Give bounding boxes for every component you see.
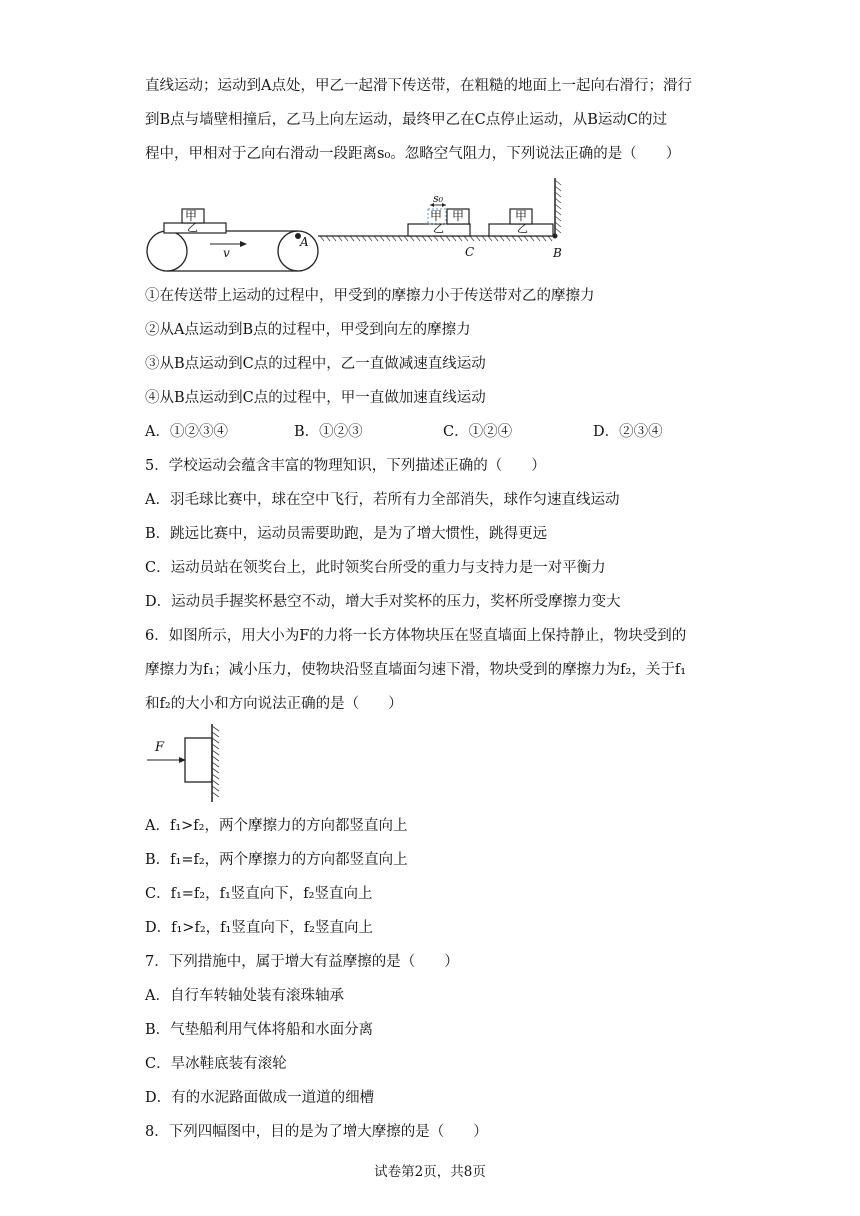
q5-option-d[interactable]: D．运动员手握奖杯悬空不动，增大手对奖杯的压力，奖杯所受摩擦力变大	[145, 594, 621, 610]
fig-label-yi-1: 乙	[187, 221, 198, 234]
q4-line-3: 程中，甲相对于乙向右滑动一段距离s₀。忽略空气阻力，下列说法正确的是（ ）	[145, 146, 681, 162]
q4-statement-3: ③从B点运动到C点的过程中，乙一直做减速直线运动	[145, 356, 486, 372]
fig-label-yi-3: 乙	[517, 222, 528, 235]
q7-option-b[interactable]: B．气垫船利用气体将船和水面分离	[145, 1022, 374, 1038]
fig-label-jia-2: 甲	[452, 209, 465, 223]
q4-statement-4: ④从B点运动到C点的过程中，甲一直做加速直线运动	[145, 390, 486, 406]
q4-option-c[interactable]: C．①②④	[443, 424, 513, 440]
q7-option-d[interactable]: D．有的水泥路面做成一道道的细槽	[145, 1090, 375, 1106]
q6-option-b[interactable]: B．f₁=f₂，两个摩擦力的方向都竖直向上	[145, 852, 408, 868]
q4-statement-1: ①在传送带上运动的过程中，甲受到的摩擦力小于传送带对乙的摩擦力	[145, 288, 595, 304]
q7-option-c[interactable]: C．旱冰鞋底装有滚轮	[145, 1056, 287, 1072]
fig-label-v: v	[223, 246, 230, 260]
q8-stem: 8．下列四幅图中，目的是为了增大摩擦的是（ ）	[145, 1124, 488, 1140]
fig-label-jia-2a: 甲	[430, 209, 443, 223]
q4-line-2: 到B点与墙壁相撞后，乙马上向左运动，最终甲乙在C点停止运动，从B运动C的过	[145, 112, 667, 128]
q4-option-b[interactable]: B．①②③	[294, 424, 363, 440]
fig-label-B: B	[553, 246, 562, 260]
q6-line-1: 6．如图所示，用大小为F的力将一长方体物块压在竖直墙面上保持静止，物块受到的	[145, 628, 687, 644]
q6-option-c[interactable]: C．f₁=f₂，f₁竖直向下，f₂竖直向上	[145, 886, 373, 902]
q5-option-c[interactable]: C．运动员站在领奖台上，此时领奖台所受的重力与支持力是一对平衡力	[145, 560, 606, 576]
q6-line-3: 和f₂的大小和方向说法正确的是（ ）	[145, 696, 403, 712]
q7-option-a[interactable]: A．自行车转轴处装有滚珠轴承	[145, 988, 344, 1004]
q4-option-d[interactable]: D．②③④	[593, 424, 663, 440]
q4-option-a[interactable]: A．①②③④	[145, 424, 228, 440]
q6-line-2: 摩擦力为f₁；减小压力，使物块沿竖直墙面匀速下滑，物块受到的摩擦力为f₂，关于f₁	[145, 662, 687, 678]
fig-label-F: F	[155, 740, 165, 755]
q4-line-1: 直线运动；运动到A点处，甲乙一起滑下传送带，在粗糙的地面上一起向右滑行；滑行	[145, 78, 692, 94]
fig-label-s0: s₀	[433, 192, 444, 205]
fig-label-A: A	[300, 235, 309, 249]
q5-stem: 5．学校运动会蕴含丰富的物理知识，下列描述正确的（ ）	[145, 458, 546, 474]
q6-option-a[interactable]: A．f₁>f₂，两个摩擦力的方向都竖直向上	[145, 818, 408, 834]
fig-label-jia-3: 甲	[515, 209, 528, 223]
q5-option-b[interactable]: B．跳远比赛中，运动员需要助跑，是为了增大惯性，跳得更远	[145, 526, 548, 542]
fig-label-jia-1: 甲	[185, 209, 198, 223]
q5-option-a[interactable]: A．羽毛球比赛中，球在空中飞行，若所有力全部消失，球作匀速直线运动	[145, 492, 620, 508]
q6-option-d[interactable]: D．f₁>f₂，f₁竖直向下，f₂竖直向上	[145, 920, 373, 936]
fig-label-yi-2: 乙	[433, 222, 444, 235]
fig-label-C: C	[465, 245, 475, 259]
q7-stem: 7．下列措施中，属于增大有益摩擦的是（ ）	[145, 954, 459, 970]
q4-statement-2: ②从A点运动到B点的过程中，甲受到向左的摩擦力	[145, 322, 471, 338]
page-footer: 试卷第2页，共8页	[374, 1164, 486, 1180]
